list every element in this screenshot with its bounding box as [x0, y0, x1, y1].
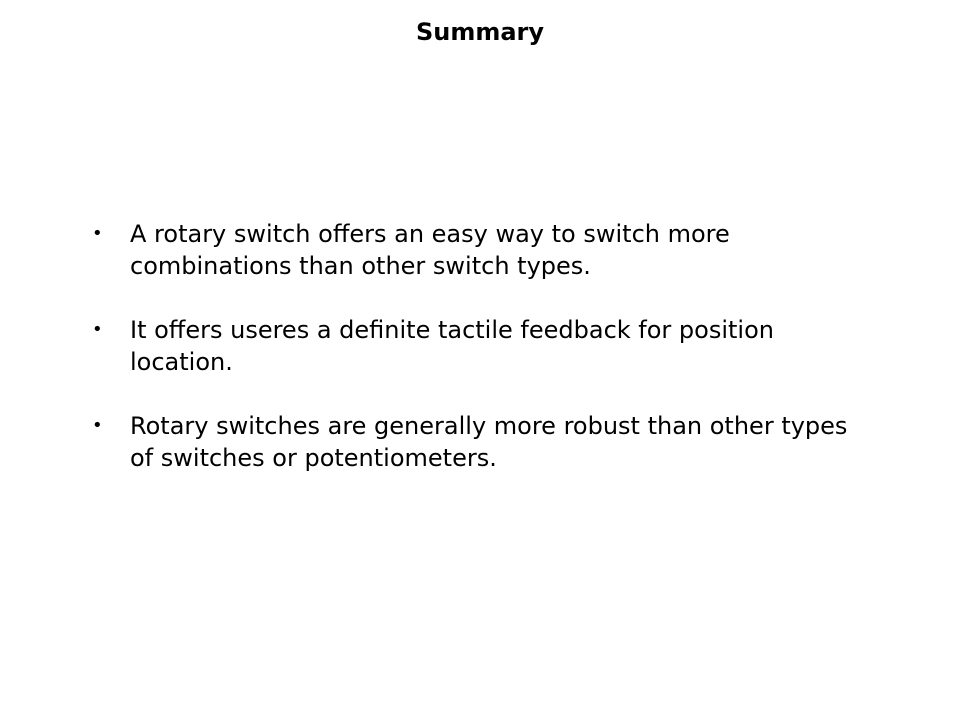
slide-title: Summary: [415, 18, 545, 46]
bullet-item: [90, 218, 870, 282]
bullet-item: [90, 410, 870, 474]
bullet-item: [90, 314, 870, 378]
bullet-list: [90, 218, 870, 506]
bullet-text: A rotary switch offers an easy way to switch more combinations than other switch types.: [130, 220, 730, 280]
bullet-point-icon: •: [92, 319, 103, 340]
bullet-point-icon: •: [92, 415, 103, 436]
bullet-point-icon: •: [92, 223, 103, 244]
bullet-text: It offers useres a definite tactile feedback for position location.: [130, 316, 774, 376]
bullet-text: Rotary switches are generally more robust than other types of switches or potentiometers.: [130, 412, 848, 472]
